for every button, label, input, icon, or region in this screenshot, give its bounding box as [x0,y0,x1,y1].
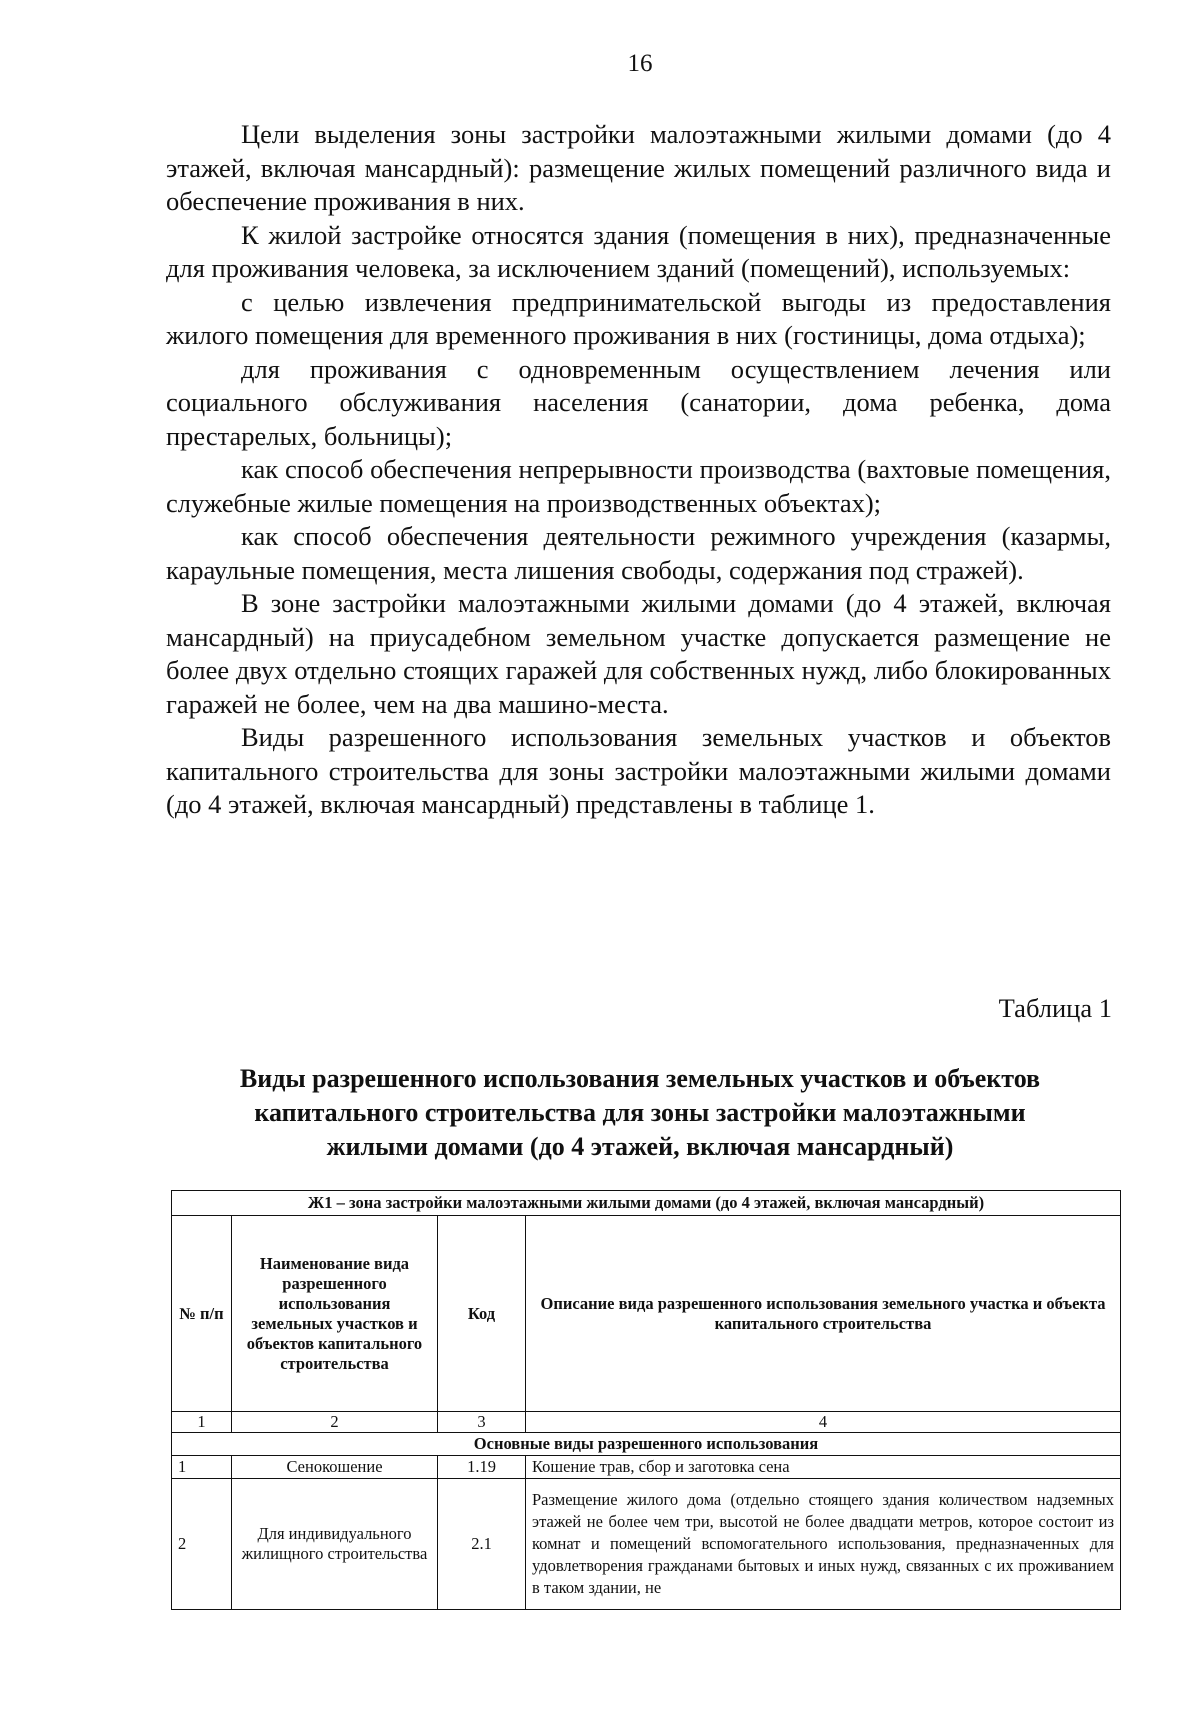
table-index-row [172,1412,1121,1433]
page-number: 16 [627,50,653,77]
row-code: 1.19 [438,1456,526,1479]
index-cell: 3 [438,1412,526,1433]
table-title-line: жилыми домами (до 4 этажей, включая мансардный) [326,1132,954,1161]
row-name: Сенокошение [232,1456,438,1479]
row-code: 2.1 [438,1479,526,1610]
paragraph: Цели выделения зоны застройки малоэтажными жилыми домами (до 4 этажей, включая мансардный): размещение жилых помещений различного вида и обеспечение проживания в них. [166,119,1111,216]
row-name: Для индивидуального жилищного строительства [232,1479,438,1610]
body-text [166,118,1111,822]
header-number: № п/п [172,1216,232,1412]
section-title: Основные виды разрешенного использования [172,1433,1121,1456]
table-row [172,1479,1121,1610]
paragraph: В зоне застройки малоэтажными жилыми домами (до 4 этажей, включая мансардный) на приусадебном земельном участке допускается размещение не более двух отдельно стоящих гаражей для собственных нужд, либо блокированных гаражей не более, чем на два машино-места. [166,588,1111,719]
paragraph: К жилой застройке относятся здания (помещения в них), предназначенные для проживания человека, за исключением зданий (помещений), используемых: [166,219,1111,283]
header-code: Код [438,1216,526,1412]
table-section-row [172,1433,1121,1456]
index-cell: 1 [172,1412,232,1433]
paragraph: как способ обеспечения непрерывности производства (вахтовые помещения, служебные жилые помещения на производственных объектах); [166,454,1111,518]
table-caption-row [172,1191,1121,1216]
zone-table [171,1190,1121,1610]
row-number: 1 [172,1456,232,1479]
paragraph: для проживания с одновременным осуществлением лечения или социального обслуживания населения (санатории, дома ребенка, дома престарелых, больницы); [166,353,1111,451]
row-description: Размещение жилого дома (отдельно стоящего здания количеством надземных этажей не более чем три, высотой не более двадцати метров, которое состоит из комнат и помещений вспомогательного использования, предназначенных для удовлетворения гражданами бытовых и иных нужд, связанных с их проживанием в таком здании, не [526,1479,1121,1610]
table-header-row [172,1216,1121,1412]
row-description: Кошение трав, сбор и заготовка сена [526,1456,1121,1479]
paragraph: с целью извлечения предпринимательской выгоды из предоставления жилого помещения для временного проживания в них (гостиницы, дома отдыха); [166,286,1111,350]
index-cell: 2 [232,1412,438,1433]
paragraph: Виды разрешенного использования земельных участков и объектов капитального строительства для зоны застройки малоэтажными жилыми домами (до 4 этажей, включая мансардный) представлены в таблице 1. [166,722,1111,819]
table-title-line: капитального строительства для зоны застройки малоэтажными [254,1098,1026,1127]
table-caption: Ж1 – зона застройки малоэтажными жилыми домами (до 4 этажей, включая мансардный) [172,1191,1121,1216]
index-cell: 4 [526,1412,1121,1433]
header-name: Наименование вида разрешенного использования земельных участков и объектов капитального строительства [232,1216,438,1412]
table-label: Таблица 1 [998,993,1112,1023]
table-row [172,1456,1121,1479]
header-description: Описание вида разрешенного использования земельного участка и объекта капитального строительства [526,1216,1121,1412]
table-title [160,1062,1120,1164]
paragraph: как способ обеспечения деятельности режимного учреждения (казармы, караульные помещения, места лишения свободы, содержания под стражей). [166,521,1111,585]
row-number: 2 [172,1479,232,1610]
table-title-line: Виды разрешенного использования земельных участков и объектов [239,1064,1041,1093]
